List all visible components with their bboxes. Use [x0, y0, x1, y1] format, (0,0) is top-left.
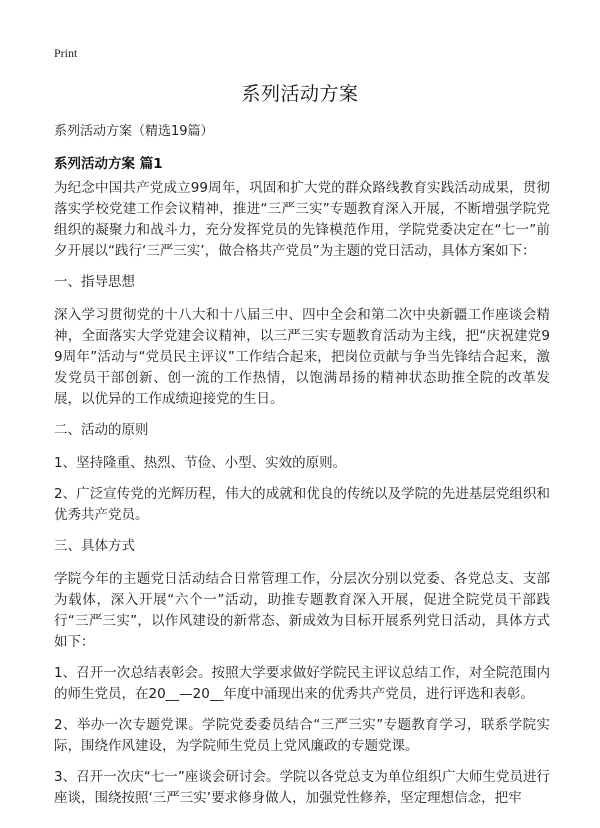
heading-principles: 二、活动的原则 — [54, 422, 149, 438]
method-item-1: 1、召开一次总结表彰会。按照大学要求做好学院民主评议总结工作，对全院范围内的师生党员，在20__—20__年度中涌现出来的优秀共产党员，进行评选和表彰。 — [54, 665, 550, 702]
method-item-2: 2、举办一次专题党课。学院党委委员结合“三严三实”专题教育学习，联系学院实际，围绕作风建设，为学院师生党员上党风廉政的专题党课。 — [54, 717, 550, 754]
document-subtitle: 系列活动方案（精选19篇） — [54, 124, 214, 139]
intro-paragraph: 为纪念中国共产党成立99周年，巩固和扩大党的群众路线教育实践活动成果，贯彻落实学校党建工作会议精神，推进“三严三实”专题教育深入开展，不断增强学院党组织的凝聚力和战斗力，充分发挥党员的先锋模范作用，学院党委决定在“七一”前夕开展以“践行‘三严三实’，做合格共产党员”为主题的党日活动，具体方案如下： — [54, 180, 550, 259]
print-link[interactable]: Print — [54, 46, 78, 60]
principle-item-2: 2、广泛宣传党的光辉历程，伟大的成就和优良的传统以及学院的先进基层党组织和优秀共产党员。 — [54, 486, 550, 523]
document-body — [54, 178, 550, 819]
document-title: 系列活动方案 — [241, 83, 359, 105]
heading-guiding-ideology: 一、指导思想 — [54, 274, 135, 290]
section-heading: 系列活动方案 篇1 — [54, 156, 163, 172]
method-item-3: 3、召开一次庆“七一”座谈会研讨会。学院以各党总支为单位组织广大师生党员进行座谈，围绕按照‘三严三实’要求修身做人，加强党性修养，坚定理想信念，把牢 — [54, 769, 550, 806]
paragraph-guiding-ideology: 深入学习贯彻党的十八大和十八届三中、四中全会和第二次中央新疆工作座谈会精神，全面落实大学党建会议精神，以三严三实专题教育活动为主线，把“庆祝建党99周年”活动与“党员民主评议”工作结合起来，把岗位贡献与争当先锋结合起来，激发党员干部创新、创一流的工作热情，以饱满昂扬的精神状态助推全院的改革发展，以优异的工作成绩迎接党的生日。 — [54, 307, 550, 407]
heading-methods: 三、具体方式 — [54, 538, 135, 554]
paragraph-methods: 学院今年的主题党日活动结合日常管理工作，分层次分别以党委、各党总支、支部为载体，深入开展“六个一”活动，助推专题教育深入开展，促进全院党员干部践行“三严三实”，以作风建设的新常态、新成效为目标开展系列党日活动，具体方式如下： — [54, 571, 550, 650]
principle-item-1: 1、坚持隆重、热烈、节俭、小型、实效的原则。 — [54, 455, 347, 471]
